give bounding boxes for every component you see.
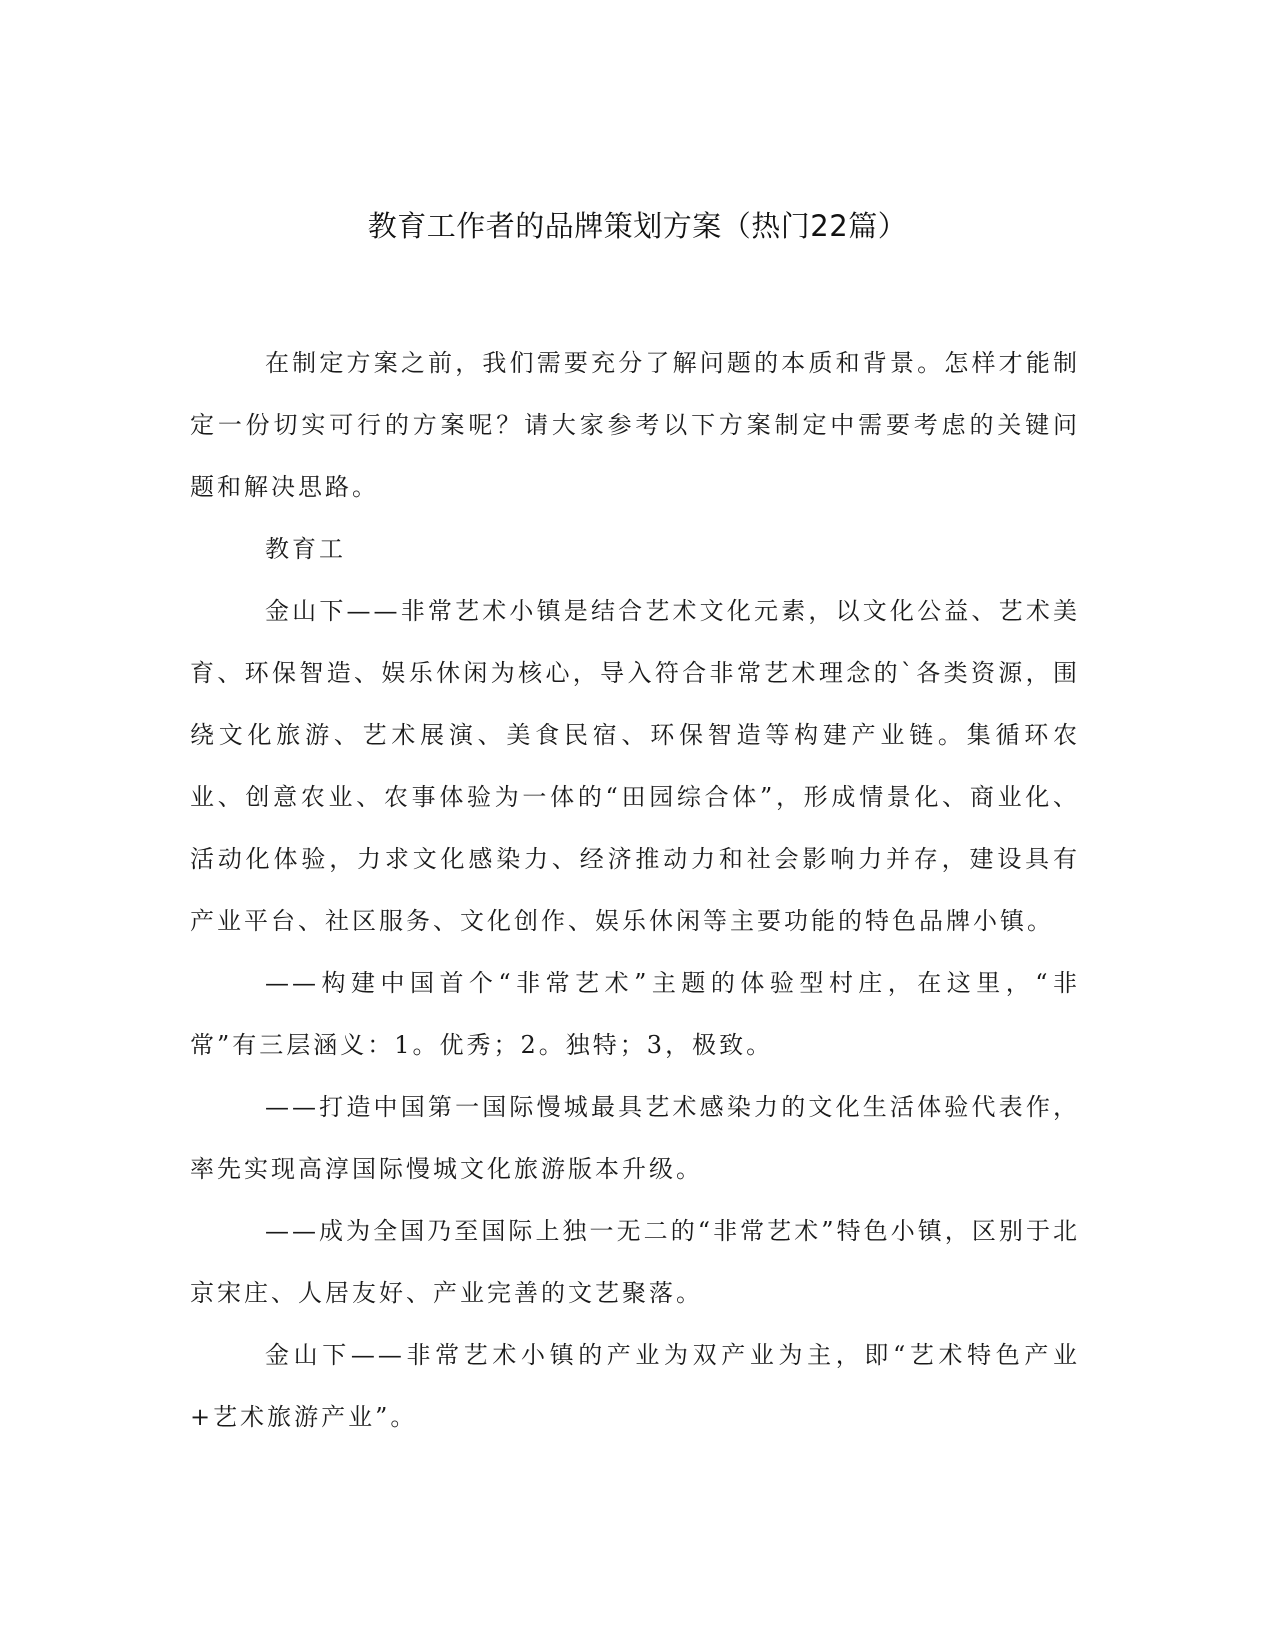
- paragraph-goal-unique-town: ——成为全国乃至国际上独一无二的“非常艺术”特色小镇，区别于北京宋庄、人居友好、产业完善的文艺聚落。: [190, 1217, 1080, 1307]
- document-body: [190, 332, 1080, 1448]
- paragraph-goal-masterpiece: ——打造中国第一国际慢城最具艺术感染力的文化生活体验代表作，率先实现高淳国际慢城文化旅游版本升级。: [190, 1093, 1080, 1183]
- paragraph-intro: 在制定方案之前，我们需要充分了解问题的本质和背景。怎样才能制定一份切实可行的方案呢？请大家参考以下方案制定中需要考虑的关键问题和解决思路。: [190, 349, 1080, 501]
- document-title: 教育工作者的品牌策划方案（热门22篇）: [367, 209, 908, 243]
- paragraph-goal-village: ——构建中国首个“非常艺术”主题的体验型村庄，在这里，“非常”有三层涵义：1。优秀；2。独特；3，极致。: [190, 969, 1080, 1059]
- paragraph-heading-fragment: 教育工: [265, 535, 346, 563]
- paragraph-town-overview: 金山下——非常艺术小镇是结合艺术文化元素，以文化公益、艺术美育、环保智造、娱乐休闲为核心，导入符合非常艺术理念的`各类资源，围绕文化旅游、艺术展演、美食民宿、环保智造等构建产业链。集循环农业、创意农业、农事体验为一体的“田园综合体”，形成情景化、商业化、活动化体验，力求文化感染力、经济推动力和社会影响力并存，建设具有产业平台、社区服务、文化创作、娱乐休闲等主要功能的特色品牌小镇。: [190, 597, 1080, 935]
- paragraph-industry: 金山下——非常艺术小镇的产业为双产业为主，即“艺术特色产业+艺术旅游产业”。: [190, 1341, 1080, 1431]
